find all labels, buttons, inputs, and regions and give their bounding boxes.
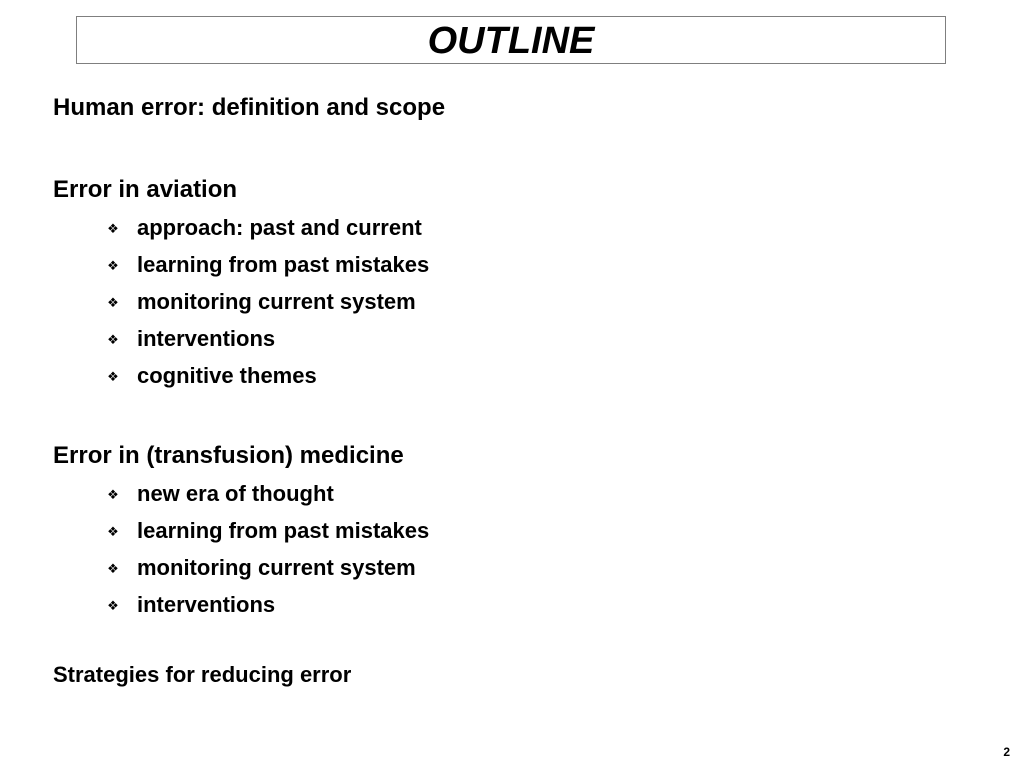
diamond-bullet-icon: ❖ — [107, 486, 119, 502]
list-item — [106, 365, 317, 387]
list-item — [106, 328, 275, 350]
list-item-label: monitoring current system — [137, 555, 416, 580]
list-item — [106, 217, 422, 239]
diamond-bullet-icon: ❖ — [107, 523, 119, 539]
list-item — [106, 594, 275, 616]
list-item-label: new era of thought — [137, 481, 334, 506]
diamond-bullet-icon: ❖ — [107, 560, 119, 576]
list-item — [106, 520, 429, 542]
list-item — [106, 557, 416, 579]
section-heading-strategies: Strategies for reducing error — [53, 662, 352, 687]
list-item-label: interventions — [137, 592, 276, 617]
list-item-label: learning from past mistakes — [137, 252, 430, 277]
page-number: 2 — [1003, 745, 1010, 759]
section-heading-medicine: Error in (transfusion) medicine — [53, 442, 404, 469]
diamond-bullet-icon: ❖ — [107, 220, 119, 236]
slide-title: OUTLINE — [427, 20, 595, 62]
list-item — [106, 254, 429, 276]
list-item-label: interventions — [137, 326, 276, 351]
list-item-label: approach: past and current — [137, 215, 422, 240]
list-item-label: learning from past mistakes — [137, 518, 430, 543]
diamond-bullet-icon: ❖ — [107, 597, 119, 613]
list-item-label: cognitive themes — [137, 363, 317, 388]
diamond-bullet-icon: ❖ — [107, 331, 119, 347]
list-item — [106, 483, 334, 505]
list-item-label: monitoring current system — [137, 289, 416, 314]
diamond-bullet-icon: ❖ — [107, 368, 119, 384]
title-box — [76, 16, 946, 64]
list-item — [106, 291, 416, 313]
diamond-bullet-icon: ❖ — [107, 294, 119, 310]
section-heading-human-error: Human error: definition and scope — [53, 94, 446, 121]
diamond-bullet-icon: ❖ — [107, 257, 119, 273]
section-heading-aviation: Error in aviation — [53, 176, 238, 203]
